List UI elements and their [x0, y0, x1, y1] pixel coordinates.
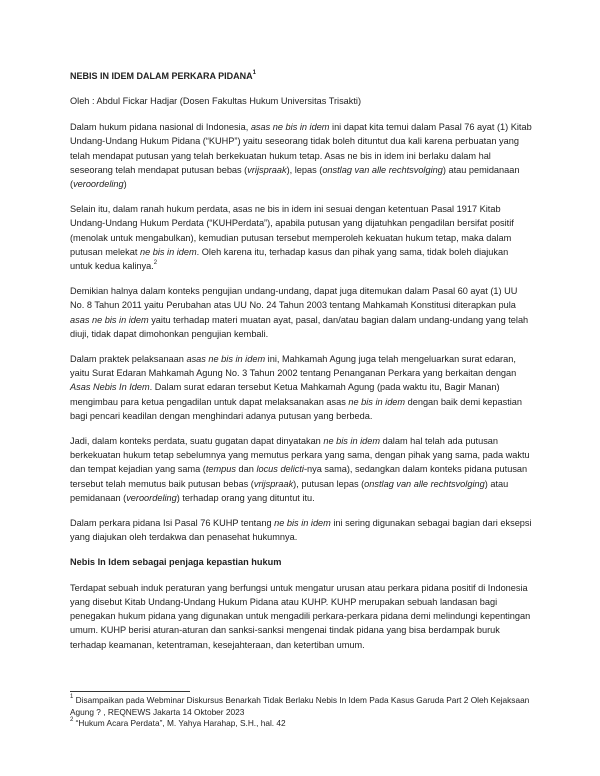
paragraph-3: Demikian halnya dalam konteks pengujian undang-undang, dapat juga ditemukan dalam Pasal 60 ayat (1) UU No. 8 Tahun 2011 yaitu Perubahan atas UU No. 24 Tahun 2003 tentang Mahkamah Konstitusi diterapkan pula asas ne bis in idem yaitu terhadap materi muatan ayat, pasal, dan/atau bagian dalam undang-undang yang telah diuji, tidak dapat dimohonkan pengujian kembali.	[70, 286, 529, 339]
footnote-ref-1[interactable]: 1	[252, 70, 257, 76]
footnote-1: $^1$ Disampaikan pada Webminar Diskursus Benarkah Tidak Berlaku Nebis In Idem Pada Kasus Garuda Part 2 Oleh Kejaksaan Agung ? , REQNEWS Jakarta 14 Oktober 2023	[70, 694, 530, 717]
document-title: NEBIS IN IDEM DALAM PERKARA PIDANA$^1$	[70, 70, 257, 81]
footnote-ref-2[interactable]: 2	[153, 259, 158, 266]
section-heading: Nebis In Idem sebagai penjaga kepastian hukum	[70, 557, 282, 568]
paragraph-7: Terdapat sebuah induk peraturan yang berfungsi untuk mengatur urusan atau perkara pidana positif di Indonesia yang disebut Kitab Undang-Undang Hukum Pidana atau KUHP. KUHP merupakan sebuah landasan bagi penegakan hukum pidana yang digunakan untuk mengadili perkara-perkara pidana demi melindungi kepentingan umum. KUHP berisi aturan-aturan dan sanksi-sanksi mengenai tindak pidana yang bisa berdampak buruk terhadap keamanan, ketentraman, kesejahteraan, dan ketertiban umum.	[70, 582, 531, 650]
paragraph-6: Dalam perkara pidana Isi Pasal 76 KUHP tentang ne bis in idem ini sering digunakan sebagai bagian dari eksepsi yang diajukan oleh terdakwa dan penasehat hukumnya.	[70, 518, 532, 543]
footnotes	[70, 691, 532, 730]
author-line: Oleh : Abdul Fickar Hadjar (Dosen Fakultas Hukum Universitas Trisakti)	[70, 96, 362, 106]
paragraph-5: Jadi, dalam konteks perdata, suatu gugatan dapat dinyatakan ne bis in idem dalam hal telah ada putusan berkekuatan hukum tetap sebelumnya yang memutus perkara yang sama, dengan pihak yang sama, pada waktu dan tempat kejadian yang sama (tempus dan locus delicti-nya sama), sedangkan dalam konteks pidana putusan tersebut telah memutus baik putusan bebas (vrijspraak), putusan lepas (onstlag van alle rechtsvolging) atau pemidanaan (veroordeling) terhadap orang yang dituntut itu.	[70, 436, 530, 503]
footnote-2: $^2$ “Hukum Acara Perdata”, M. Yahya Harahap, S.H., hal. 42	[70, 717, 286, 728]
paragraph-2: Selain itu, dalam ranah hukum perdata, asas ne bis in idem ini sesuai dengan ketentuan Pasal 1917 Kitab Undang-Undang Hukum Perdata (“KUHPerdata”), apabila putusan yang dijatuhkan pengadilan bersifat positif (menolak untuk mengabulkan), kemudian putusan tersebut memperoleh kekuatan hukum tetap, maka dalam putusan melekat ne bis in idem. Oleh karena itu, terhadap kasus dan pihak yang sama, tidak boleh diajukan untuk kedua kalinya.$^2$	[70, 204, 514, 272]
document-body	[70, 70, 532, 663]
paragraph-4: Dalam praktek pelaksanaan asas ne bis in idem ini, Mahkamah Agung juga telah mengeluarkan surat edaran, yaitu Surat Edaran Mahkamah Agung No. 3 Tahun 2002 tentang Penanganan Perkara yang berkaitan dengan Asas Nebis In Idem. Dalam surat edaran tersebut Ketua Mahkamah Agung (pada waktu itu, Bagir Manan) mengimbau para ketua pengadilan untuk dapat melaksanakan asas ne bis in idem dengan baik demi kepastian bagi pencari keadilan dengan menghindari adanya putusan yang berbeda.	[70, 354, 523, 421]
paragraph-1: Dalam hukum pidana nasional di Indonesia, asas ne bis in idem ini dapat kita temui dalam Pasal 76 ayat (1) Kitab Undang-Undang Hukum Pidana (“KUHP”) yaitu seseorang tidak boleh dituntut dua kali karena perbuatan yang telah mendapat putusan yang telah berkekuatan hukum tetap. Asas ne bis in idem ini berlaku dalam hal seseorang telah mendapat putusan bebas (vrijspraak), lepas (onstlag van alle rechtsvolging) atau pemidanaan (veroordeling)	[70, 122, 532, 190]
footnote-divider	[70, 691, 190, 692]
